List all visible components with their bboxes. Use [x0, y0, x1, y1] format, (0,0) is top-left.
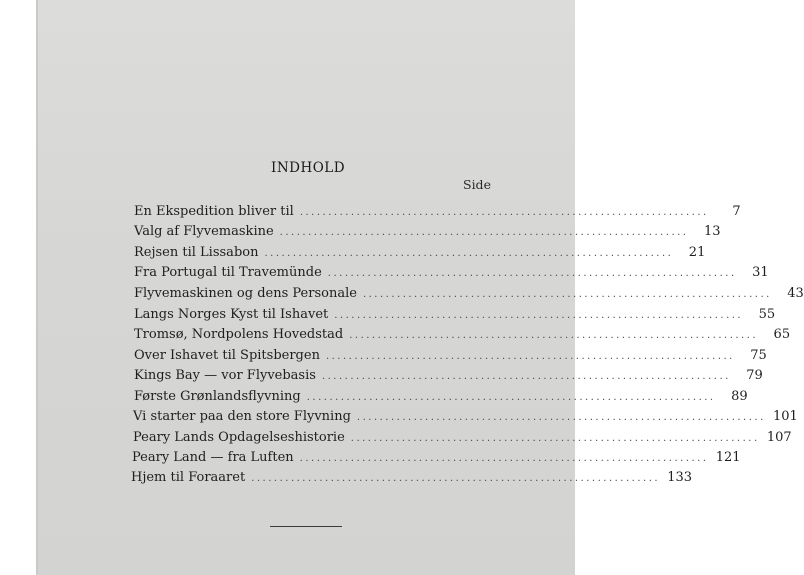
toc-entry [134, 366, 763, 386]
leader-dots: ........................................................................ [350, 433, 760, 444]
leader-dots: ........................................................................ [306, 392, 716, 403]
leader-dots: ........................................................................ [327, 268, 737, 279]
toc-entry [134, 243, 706, 263]
leader-dots: ........................................................................ [299, 207, 709, 218]
toc-entry [134, 202, 741, 222]
toc-entry [133, 428, 792, 448]
toc-entry [134, 305, 776, 325]
leader-dots: ........................................................................ [356, 412, 766, 423]
toc-entry-title: Hjem til Foraaret [131, 470, 246, 485]
toc-entry [134, 387, 748, 407]
toc-entry-page: 75 [750, 348, 767, 363]
toc-entry-title: Over Ishavet til Spitsbergen [134, 348, 320, 363]
toc-entry-title: Rejsen til Lissabon [134, 245, 259, 260]
toc-entry [134, 263, 769, 283]
leader-dots: ........................................................................ [325, 351, 735, 362]
toc-entry-title: Første Grønlandsflyvning [134, 389, 301, 404]
leader-dots: ........................................................................ [362, 289, 772, 300]
toc-entry [134, 346, 767, 366]
leader-dots: ........................................................................ [321, 371, 731, 382]
toc-entry-title: Peary Land — fra Luften [132, 450, 294, 465]
toc-entry-title: Tromsø, Nordpolens Hovedstad [134, 327, 344, 342]
toc-entry-title: Langs Norges Kyst til Ishavet [134, 307, 329, 322]
toc-entry [131, 468, 693, 488]
toc-entry [134, 222, 721, 242]
leader-dots: ........................................................................ [334, 310, 744, 321]
toc-entry-page: 65 [773, 327, 791, 342]
toc-entry [133, 407, 798, 427]
toc-entry-page: 55 [758, 307, 776, 322]
closing-rule [270, 526, 342, 527]
toc-entry-page: 133 [667, 470, 693, 485]
leader-dots: ........................................................................ [299, 453, 709, 464]
leader-dots: ........................................................................ [251, 473, 661, 484]
leader-dots: ........................................................................ [349, 330, 759, 341]
toc-entry-page: 13 [704, 224, 721, 239]
toc-title: INDHOLD [271, 160, 346, 176]
toc-entry-page: 43 [787, 286, 804, 301]
toc-entry [134, 284, 804, 304]
leader-dots: ........................................................................ [279, 227, 689, 238]
toc-entry-page: 121 [715, 450, 741, 465]
toc-entry-page: 107 [766, 430, 792, 445]
toc-entry [134, 325, 791, 345]
leader-dots: ........................................................................ [264, 248, 674, 259]
toc-entry-page: 21 [688, 245, 706, 260]
toc-entry-page: 89 [731, 389, 748, 404]
toc-entry-page: 79 [746, 368, 763, 383]
toc-entry-title: En Ekspedition bliver til [134, 204, 294, 219]
toc-entry-title: Flyvemaskinen og dens Personale [134, 286, 357, 301]
page-column-label: Side [463, 177, 491, 192]
toc-entry-title: Fra Portugal til Travemünde [134, 265, 322, 280]
toc-entry [132, 448, 741, 468]
toc-entry-page: 101 [772, 409, 798, 424]
toc-entry-title: Kings Bay — vor Flyvebasis [134, 368, 316, 383]
toc-entry-title: Vi starter paa den store Flyvning [133, 409, 351, 424]
toc-entry-page: 31 [752, 265, 769, 280]
toc-entry-page: 7 [732, 204, 741, 219]
toc-entry-title: Valg af Flyvemaskine [134, 224, 274, 239]
toc-entry-title: Peary Lands Opdagelseshistorie [133, 430, 345, 445]
